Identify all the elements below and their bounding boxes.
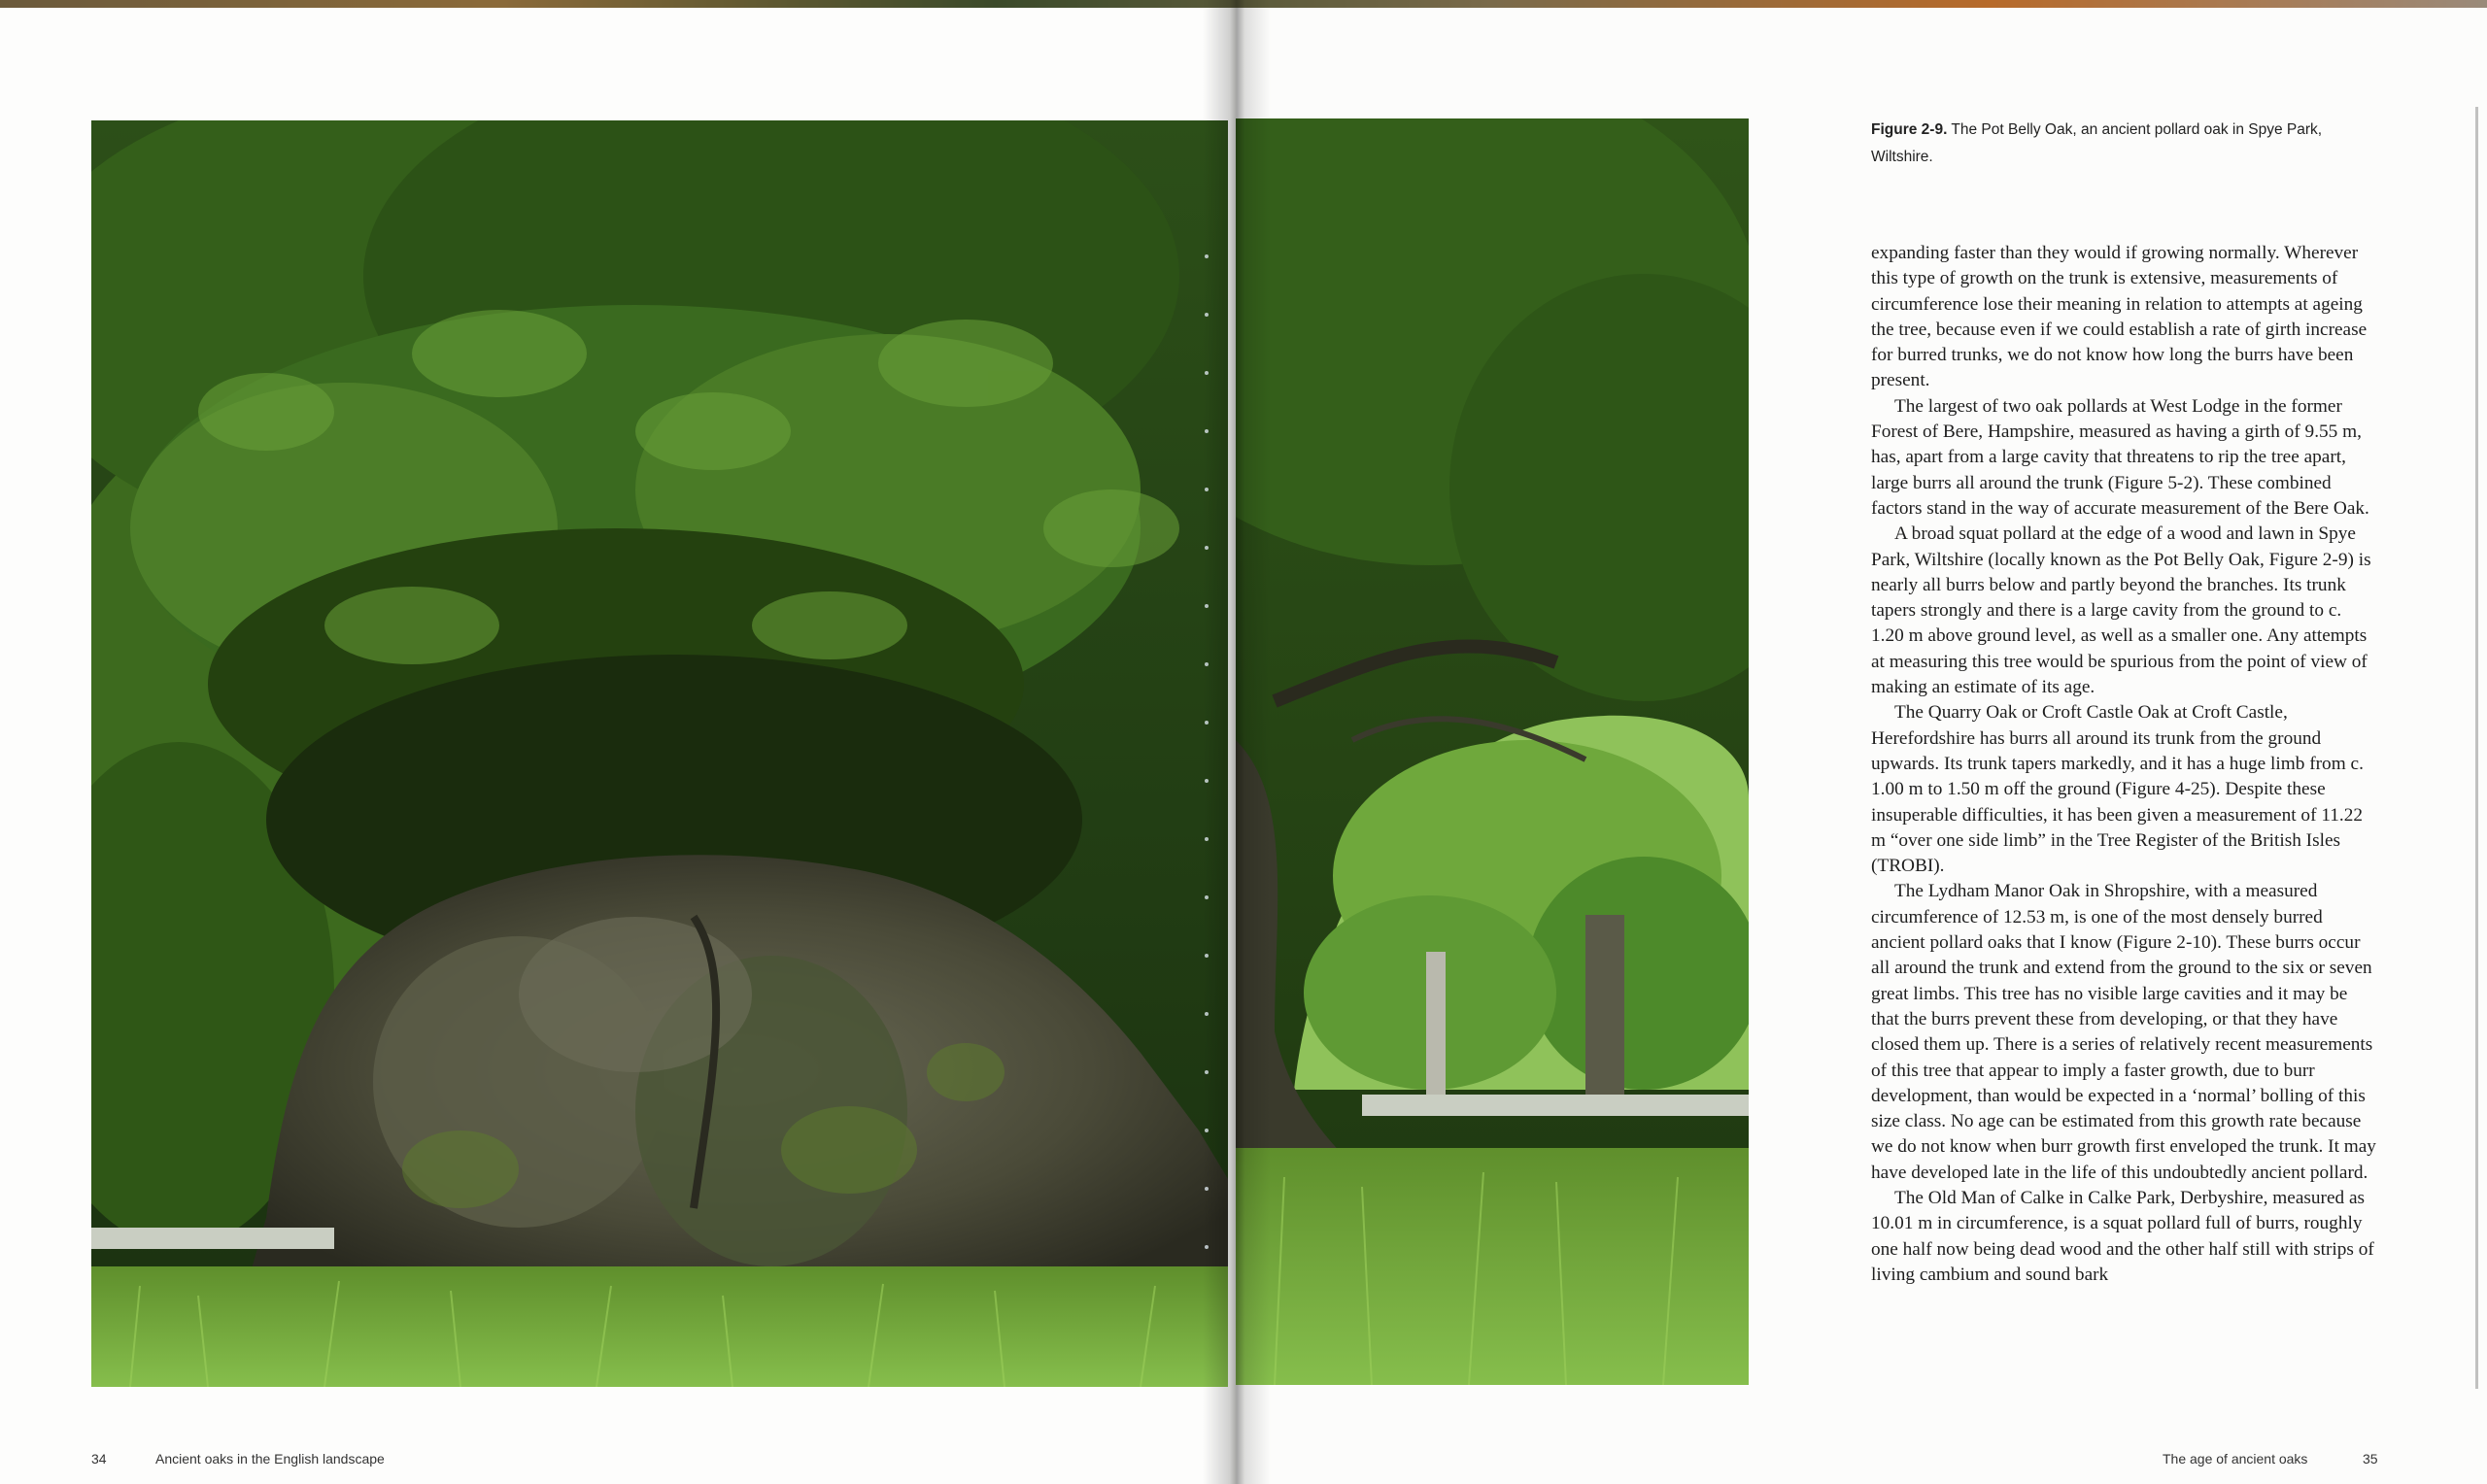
oak-tree-photo-right: [1236, 118, 1749, 1385]
paragraph: The Quarry Oak or Croft Castle Oak at Croft Castle, Herefordshire has burrs all around its trunk from the ground upwards. Its trunk tapers markedly, and it has a huge limb from c. 1.00 m to 1.50 m off the ground (Figure 4-25). Despite these insuperable difficulties, it has been given a measurement of 11.22 m “over one side limb” in the Tree Register of the British Isles (TROBI).: [1871, 702, 2364, 877]
paragraph: The largest of two oak pollards at West Lodge in the former Forest of Bere, Hampshire, measured as having a girth of 9.55 m, has, apart from a large cavity that threatens to rip the tree apart, large burrs all around the trunk (Figure 5-2). These combined factors stand in the way of accurate measurement of the Bere Oak.: [1871, 395, 2369, 519]
paragraph: expanding faster than they would if growing normally. Wherever this type of growth on the trunk is extensive, measurements of circumference lose their meaning in relation to attempts at ageing the tree, because even if we could establish a rate of girth increase for burred trunks, we do not know how long the burrs have been present.: [1871, 243, 2368, 391]
paragraph: A broad squat pollard at the edge of a wood and lawn in Spye Park, Wiltshire (locally known as the Pot Belly Oak, Figure 2-9) is nearly all burrs below and partly beyond the branches. Its trunk tapers strongly and there is a large cavity from the ground to c. 1.20 m above ground level, as well as a smaller one. Any attempts at measuring this tree would be spurious from the point of view of making an estimate of its age.: [1871, 523, 2371, 698]
figure-photo-right: [1236, 118, 1749, 1385]
oak-tree-photo-left: [91, 120, 1228, 1387]
body-text: [1871, 241, 2376, 1288]
left-page-number: 34: [91, 1451, 107, 1467]
figure-caption-text: The Pot Belly Oak, an ancient pollard oak in Spye Park, Wiltshire.: [1871, 121, 2323, 165]
page-edge-line: [2475, 107, 2478, 1389]
figure-photo-left: [91, 120, 1228, 1387]
right-running-head: The age of ancient oaks: [2163, 1451, 2308, 1467]
book-gutter-shadow: [1203, 0, 1271, 1484]
figure-caption: [1871, 117, 2376, 171]
left-running-head: Ancient oaks in the English landscape: [155, 1451, 385, 1467]
paragraph: The Lydham Manor Oak in Shropshire, with a measured circumference of 12.53 m, is one of the most densely burred ancient pollard oaks that I know (Figure 2-10). These burrs occur all around the trunk and extend from the ground to the six or seven great limbs. This tree has no visible large cavities and it may be that the burrs prevent these from developing, or that they have closed them up. There is a series of relatively recent measurements of this tree that appear to imply a faster growth, due to burr development, than would be expected in a ‘normal’ bolling of this size class. No age can be estimated from this growth rate because we do not know when burr growth first enveloped the trunk. It may have developed late in the life of this undoubtedly ancient pollard.: [1871, 881, 2376, 1183]
figure-label: Figure 2-9.: [1871, 121, 1948, 138]
right-page-number: 35: [2363, 1451, 2378, 1467]
paragraph: The Old Man of Calke in Calke Park, Derbyshire, measured as 10.01 m in circumference, is a squat pollard full of burrs, roughly one half now being dead wood and the other half still with strips of living cambium and sound bark: [1871, 1187, 2374, 1285]
